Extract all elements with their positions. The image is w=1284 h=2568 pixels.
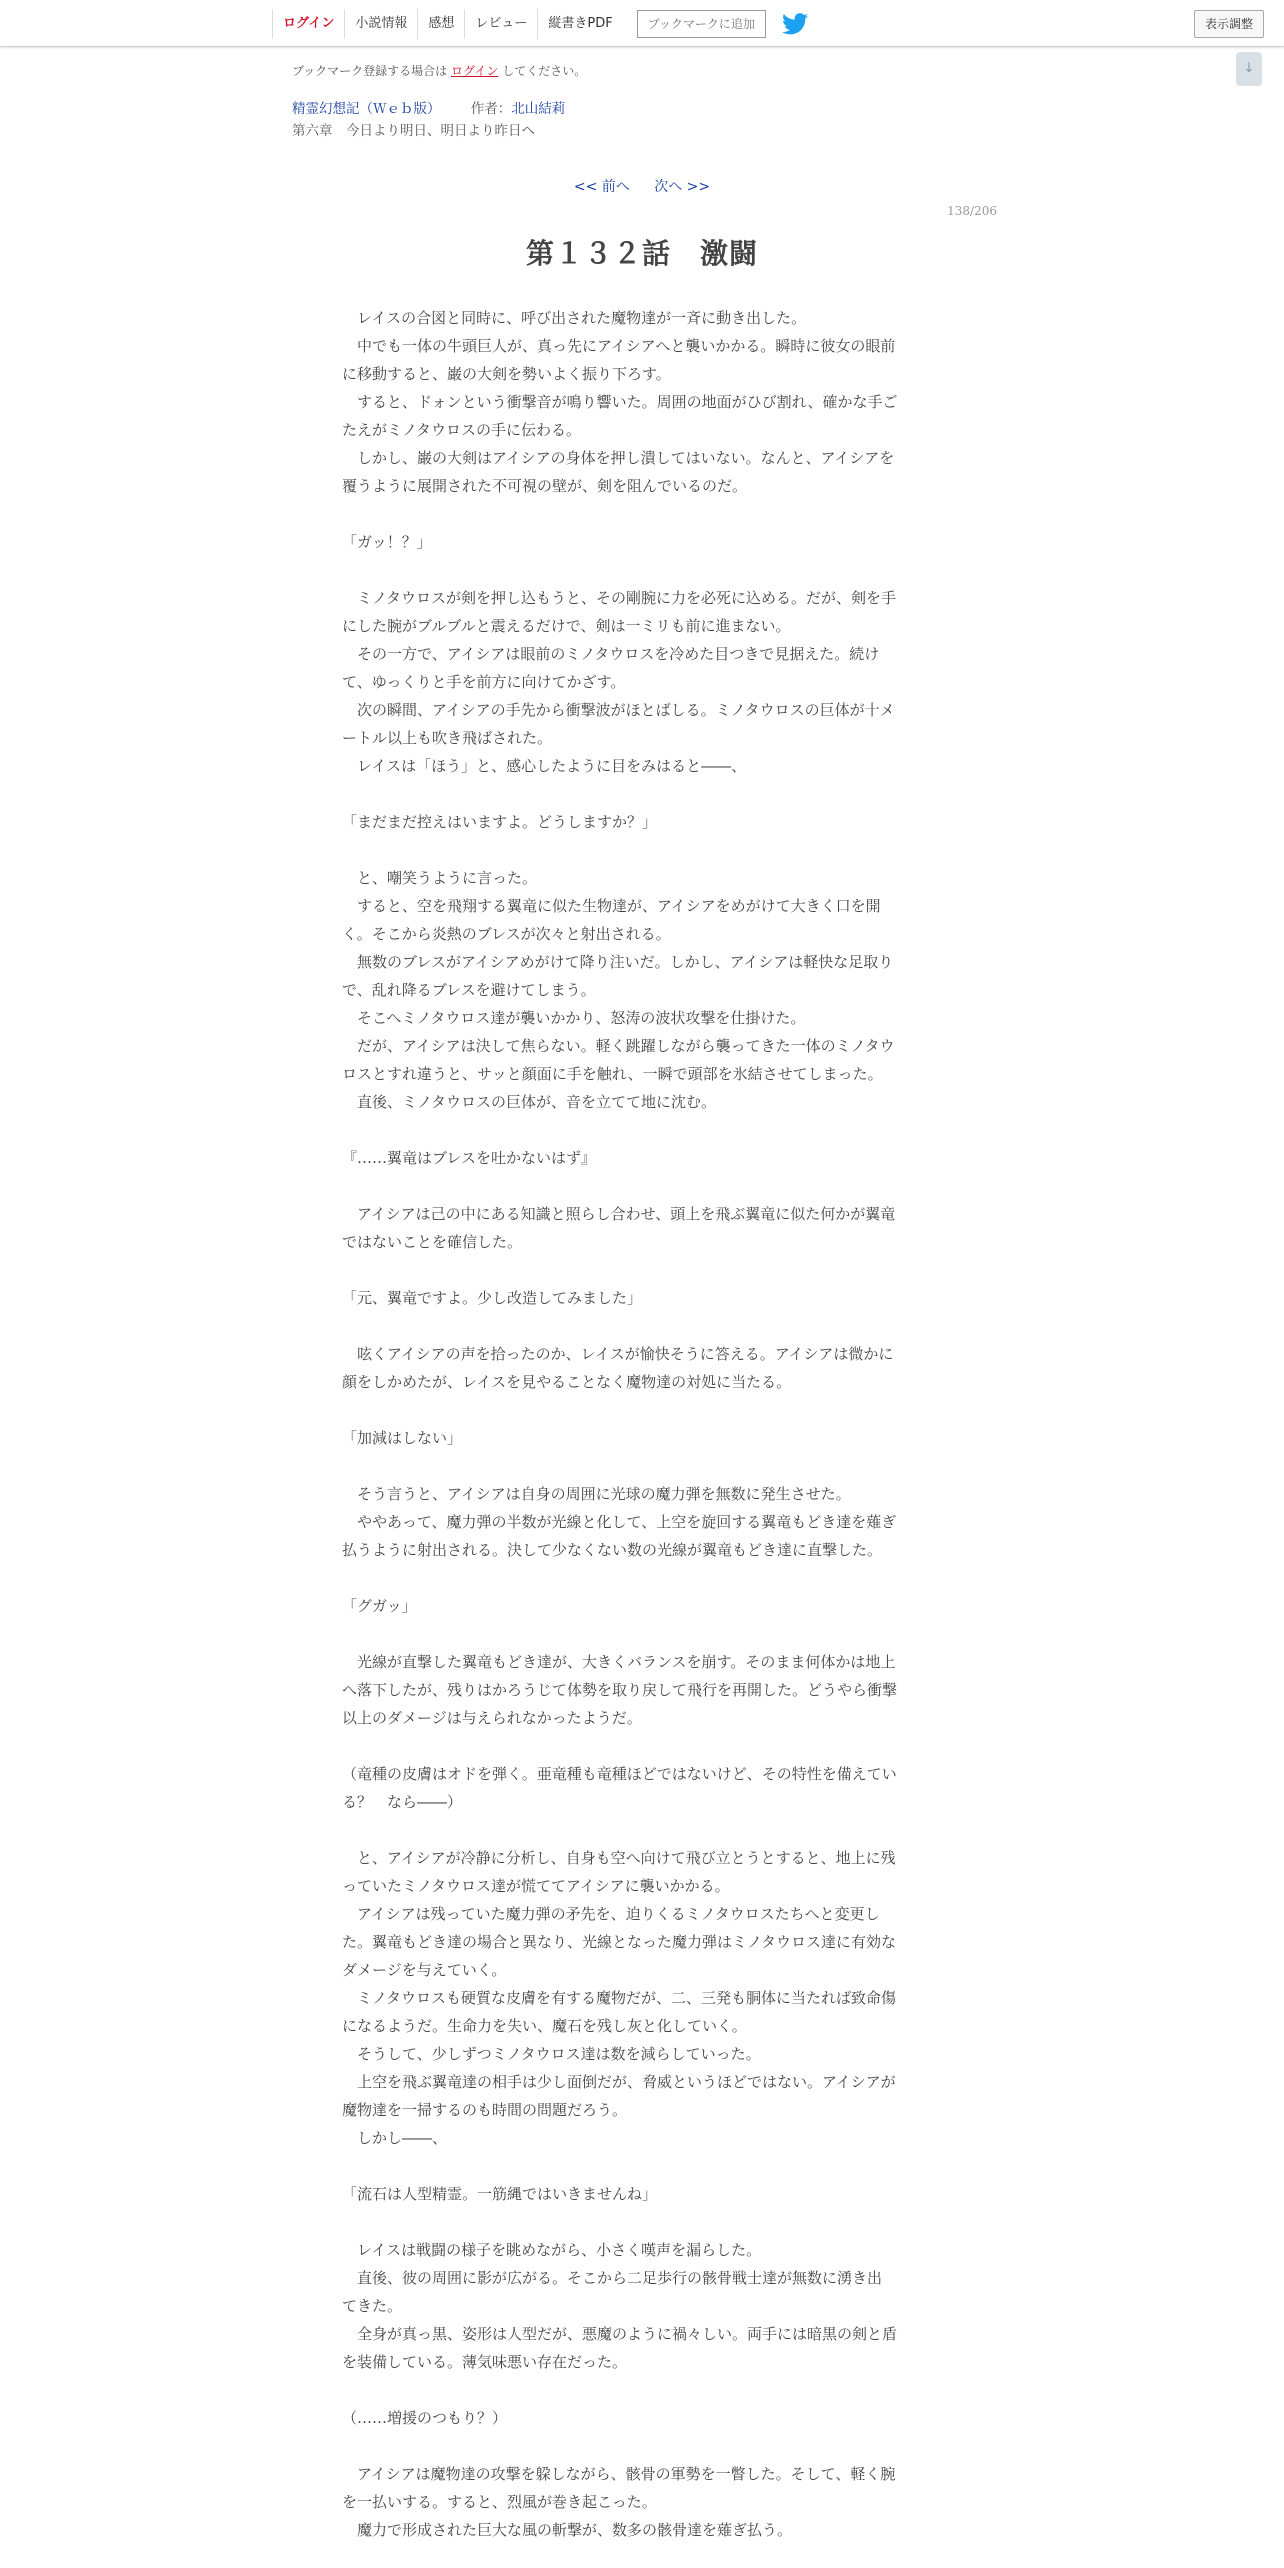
body-line: 「加減はしない」: [342, 1429, 463, 1447]
body-line: そこへミノタウロス達が襲いかかり、怒涛の波状攻撃を仕掛けた。: [342, 1009, 806, 1027]
body-line: [342, 1116, 942, 1144]
body-line: 以上のダメージは与えられなかったようだ。: [342, 1709, 642, 1727]
body-line: [342, 2432, 942, 2460]
body-line: を一払いする。すると、烈風が巻き起こった。: [342, 2493, 657, 2511]
body-line: る？ なら――）: [342, 1793, 463, 1811]
body-line: 「元、翼竜ですよ。少し改造してみました」: [342, 1289, 643, 1307]
body-line: になるようだ。生命力を失い、魔石を残し灰と化していく。: [342, 2017, 747, 2035]
review-link[interactable]: レビュー: [464, 9, 537, 39]
novel-info-link[interactable]: 小説情報: [344, 9, 417, 39]
body-line: だが、アイシアは決して焦らない。軽く跳躍しながら襲ってきた一体のミノタウ: [342, 1037, 895, 1055]
body-line: しかし、巌の大剣はアイシアの身体を押し潰してはいない。なんと、アイシアを: [342, 449, 895, 467]
body-line: [342, 1396, 942, 1424]
novel-body: [342, 304, 942, 2544]
body-line: そうして、少しずつミノタウロス達は数を減らしていった。: [342, 2045, 761, 2063]
novel-info: [292, 98, 565, 142]
body-line: レイスの合図と同時に、呼び出された魔物達が一斉に動き出した。: [342, 309, 807, 327]
body-line: て、ゆっくりと手を前方に向けてかざす。: [342, 673, 626, 691]
episode-count: 138/206: [947, 204, 997, 218]
body-line: [342, 556, 942, 584]
body-line: 「まだまだ控えはいますよ。どうしますか？」: [342, 813, 658, 831]
main-nav: [272, 9, 808, 39]
body-line: アイシアは魔物達の攻撃を躱しながら、骸骨の軍勢を一瞥した。そして、軽く腕: [342, 2465, 896, 2483]
body-line: [342, 780, 942, 808]
body-line: ートル以上も吹き飛ばされた。: [342, 729, 553, 747]
body-line: [342, 1452, 942, 1480]
vertical-pdf-link[interactable]: 縦書きPDF: [537, 9, 622, 39]
body-line: 「流石は人型精霊。一筋縄ではいきませんね」: [342, 2185, 658, 2203]
notice-login-link[interactable]: ログイン: [451, 64, 499, 78]
body-line: たえがミノタウロスの手に伝わる。: [342, 421, 581, 439]
body-line: 中でも一体の牛頭巨人が、真っ先にアイシアへと襲いかかる。瞬時に彼女の眼前: [342, 337, 896, 355]
body-line: く。そこから炎熱のブレスが次々と射出される。: [342, 925, 671, 943]
body-line: 顔をしかめたが、レイスを見やることなく魔物達の対処に当たる。: [342, 1373, 792, 1391]
body-line: 魔物達を一掃するのも時間の問題だろう。: [342, 2101, 628, 2119]
display-settings-button[interactable]: 表示調整: [1194, 10, 1264, 38]
body-line: 光線が直撃した翼竜もどき達が、大きくバランスを崩す。そのまま何体かは地上: [342, 1653, 896, 1671]
scroll-down-button[interactable]: [1236, 52, 1262, 86]
author-label: 作者：: [470, 101, 512, 117]
body-line: 払うように射出される。決して少なくない数の光線が翼竜もどき達に直撃した。: [342, 1541, 883, 1559]
body-line: [342, 500, 942, 528]
body-line: ミノタウロスが剣を押し込もうと、その剛腕に力を必死に込める。だが、剣を手: [342, 589, 896, 607]
body-line: へ落下したが、残りはかろうじて体勢を取り戻して飛行を再開した。どうやら衝撃: [342, 1681, 898, 1699]
impressions-link[interactable]: 感想: [417, 9, 464, 39]
login-link[interactable]: ログイン: [272, 9, 344, 39]
body-line: （竜種の皮膚はオドを弾く。亜竜種も竜種ほどではないけど、その特性を備えてい: [342, 1765, 897, 1783]
body-line: 覆うように展開された不可視の壁が、剣を阻んでいるのだ。: [342, 477, 748, 495]
novel-title-link[interactable]: 精霊幻想記（Ｗｅｂ版）: [292, 101, 441, 117]
body-line: 無数のブレスがアイシアめがけて降り注いだ。しかし、アイシアは軽快な足取り: [342, 953, 894, 971]
body-line: [342, 2376, 942, 2404]
body-line: [342, 2208, 942, 2236]
body-line: と、アイシアが冷静に分析し、自身も空へ向けて飛び立とうとすると、地上に残: [342, 1849, 896, 1867]
body-line: 魔力で形成された巨大な風の斬撃が、数多の骸骨達を薙ぎ払う。: [342, 2521, 793, 2539]
body-line: レイスは戦闘の様子を眺めながら、小さく嘆声を漏らした。: [342, 2241, 762, 2259]
prev-episode-link[interactable]: << 前へ: [573, 179, 630, 195]
body-line: 直後、彼の周囲に影が広がる。そこから二足歩行の骸骨戦士達が無数に湧き出: [342, 2269, 883, 2287]
body-line: を装備している。薄気味悪い存在だった。: [342, 2353, 628, 2371]
body-line: 「グガッ」: [342, 1597, 417, 1615]
next-episode-link[interactable]: 次へ >>: [654, 179, 711, 195]
body-line: [342, 1256, 942, 1284]
body-line: そう言うと、アイシアは自身の周囲に光球の魔力弾を無数に発生させた。: [342, 1485, 851, 1503]
body-line: 『……翼竜はブレスを吐かないはず』: [342, 1149, 596, 1167]
body-line: ややあって、魔力弾の半数が光線と化して、上空を旋回する翼竜もどき達を薙ぎ: [342, 1513, 897, 1531]
body-line: [342, 1732, 942, 1760]
body-line: しかし――、: [342, 2129, 448, 2147]
body-line: 全身が真っ黒、姿形は人型だが、悪魔のように禍々しい。両手には暗黒の剣と盾: [342, 2325, 898, 2343]
body-line: てきた。: [342, 2297, 403, 2315]
body-line: 上空を飛ぶ翼竜達の相手は少し面倒だが、脅威というほどではない。アイシアが: [342, 2073, 896, 2091]
body-line: アイシアは残っていた魔力弾の矛先を、迫りくるミノタウロスたちへと変更し: [342, 1905, 880, 1923]
body-line: [342, 1564, 942, 1592]
body-line: すると、ドォンという衝撃音が鳴り響いた。周囲の地面がひび割れ、確かな手ご: [342, 393, 898, 411]
body-line: ではないことを確信した。: [342, 1233, 523, 1251]
body-line: と、嘲笑うように言った。: [342, 869, 538, 887]
body-line: [342, 1312, 942, 1340]
body-line: ミノタウロスも硬質な皮膚を有する魔物だが、二、三発も胴体に当たれば致命傷: [342, 1989, 896, 2007]
body-line: っていたミノタウロス達が慌ててアイシアに襲いかかる。: [342, 1877, 730, 1895]
body-line: で、乱れ降るブレスを避けてしまう。: [342, 981, 596, 999]
episode-pager: [0, 176, 1284, 196]
body-line: 次の瞬間、アイシアの手先から衝撃波がほとばしる。ミノタウロスの巨体が十メ: [342, 701, 895, 719]
add-bookmark-button[interactable]: ブックマークに追加: [637, 10, 766, 38]
author-link[interactable]: 北山結莉: [511, 101, 566, 117]
body-line: 直後、ミノタウロスの巨体が、音を立てて地に沈む。: [342, 1093, 716, 1111]
body-line: ダメージを与えていく。: [342, 1961, 507, 1979]
body-line: その一方で、アイシアは眼前のミノタウロスを冷めた目つきで見据えた。続け: [342, 645, 880, 663]
notice-prefix: ブックマーク登録する場合は: [292, 64, 448, 78]
body-line: た。翼竜もどき達の場合と異なり、光線となった魔力弾はミノタウロス達に有効な: [342, 1933, 896, 1951]
body-line: [342, 2152, 942, 2180]
body-line: 呟くアイシアの声を拾ったのか、レイスが愉快そうに答える。アイシアは微かに: [342, 1345, 894, 1363]
body-line: [342, 1172, 942, 1200]
body-line: [342, 1620, 942, 1648]
body-line: アイシアは己の中にある知識と照らし合わせ、頭上を飛ぶ翼竜に似た何かが翼竜: [342, 1205, 896, 1223]
notice-suffix: してください。: [502, 64, 587, 78]
body-line: [342, 1816, 942, 1844]
body-line: に移動すると、巌の大剣を勢いよく振り下ろす。: [342, 365, 671, 383]
body-line: すると、空を飛翔する翼竜に似た生物達が、アイシアをめがけて大きく口を開: [342, 897, 881, 915]
top-header: [0, 0, 1284, 47]
chapter-title: 第六章 今日より明日、明日より昨日へ: [292, 123, 535, 139]
body-line: にした腕がブルブルと震えるだけで、剣は一ミリも前に進まない。: [342, 617, 791, 635]
arrow-down-icon: ↓: [1243, 61, 1255, 76]
twitter-bird-icon[interactable]: [782, 13, 808, 35]
episode-title: 第１３２話 激闘: [525, 237, 758, 270]
body-line: ロスとすれ違うと、サッと顔面に手を触れ、一瞬で頭部を氷結させてしまった。: [342, 1065, 883, 1083]
bookmark-login-notice: [292, 62, 586, 79]
body-line: レイスは「ほう」と、感心したように目をみはると――、: [342, 757, 747, 775]
body-line: 「ガッ！？」: [342, 533, 432, 551]
body-line: [342, 836, 942, 864]
body-line: （……増援のつもり？）: [342, 2409, 508, 2427]
